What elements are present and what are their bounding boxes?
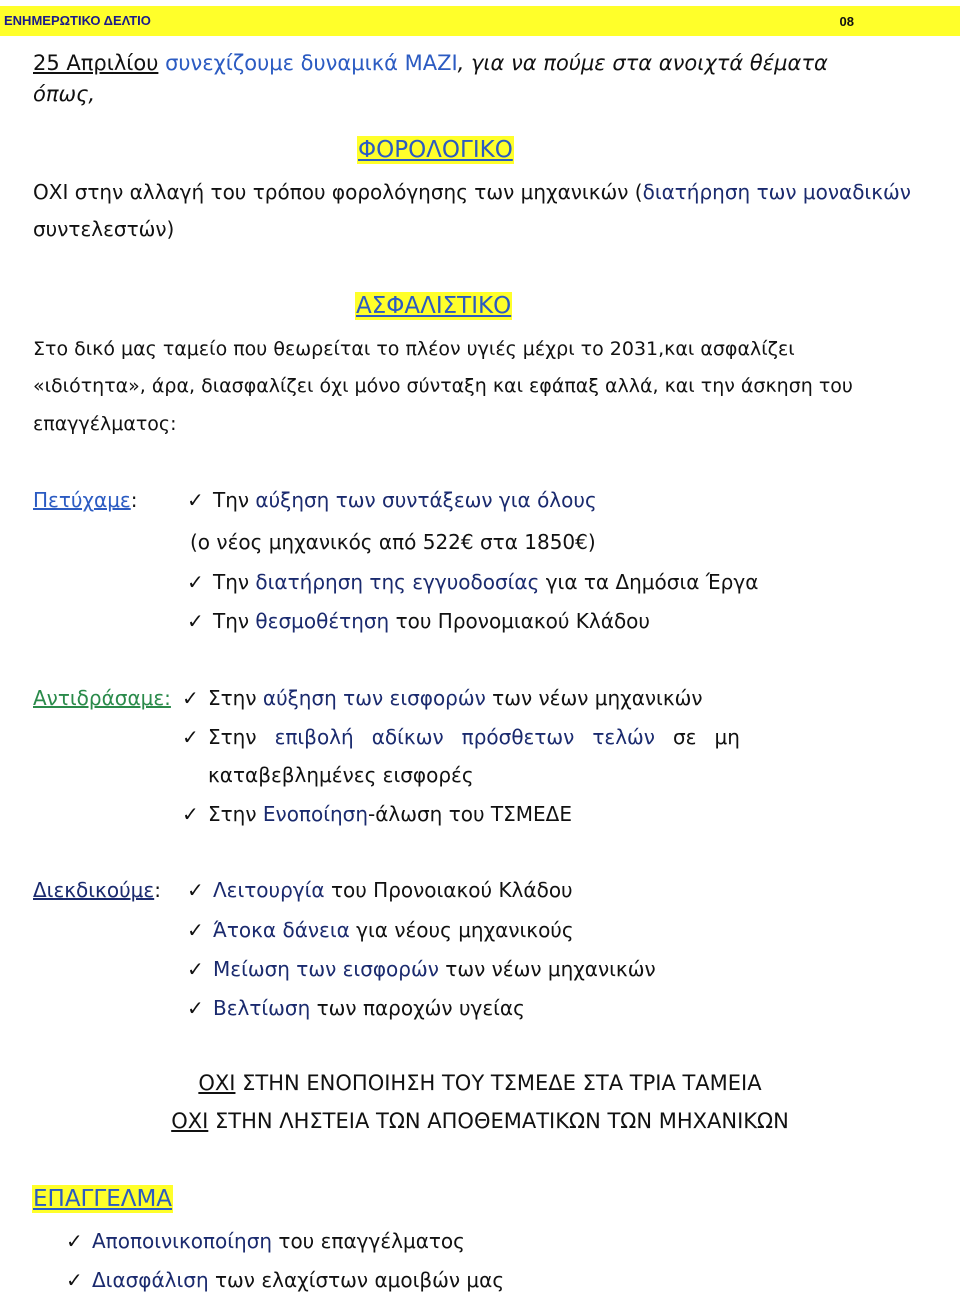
achieved-item-3 xyxy=(187,609,650,633)
insurance-section-title: ΑΣΦΑΛΙΣΤΙΚΟ xyxy=(356,293,512,319)
achieved-item-1-prefix: Την xyxy=(213,488,256,512)
claim-item-4-suffix: των παροχών υγείας xyxy=(310,996,525,1020)
achieved-item-2-emphasis: διατήρηση της εγγυοδοσίας xyxy=(255,570,540,594)
achieved-item-2 xyxy=(187,570,758,594)
achieved-item-3-suffix: του Προνομιακού Κλάδου xyxy=(389,609,650,633)
opposed-item-1-suffix: των νέων μηχανικών xyxy=(485,686,703,710)
opposed-item-3-emphasis: Ενοποίηση xyxy=(262,802,369,826)
profession-item-2-emphasis: Διασφάλιση xyxy=(92,1268,209,1292)
profession-item-2-suffix: των ελαχίστων αμοιβών μας xyxy=(208,1268,505,1292)
insurance-line-2: «ιδιότητα», άρα, διασφαλίζει όχι μόνο σύνταξη και εφάπαξ αλλά, και την άσκηση του xyxy=(33,375,853,397)
achieved-label-colon: : xyxy=(130,488,138,512)
tax-line-2: συντελεστών) xyxy=(33,217,175,241)
slogan-2 xyxy=(0,1108,960,1134)
slogan-1-text: ΣΤΗΝ ΕΝΟΠΟΙΗΣΗ ΤΟΥ ΤΣΜΕΔΕ ΣΤΑ ΤΡΙΑ ΤΑΜΕΙΑ xyxy=(235,1071,762,1095)
tax-line-1 xyxy=(33,180,911,204)
opposed-word-emphasis: τελών xyxy=(592,725,655,749)
insurance-line-3: επαγγέλματος: xyxy=(33,413,177,435)
achieved-item-2-prefix: Την xyxy=(213,570,256,594)
opposed-item-3-suffix: -άλωση του ΤΣΜΕΔΕ xyxy=(368,802,572,826)
opposed-word-emphasis: επιβολή xyxy=(274,725,354,749)
check-icon: ✓ xyxy=(187,996,204,1020)
claim-item-4 xyxy=(187,996,525,1020)
check-icon: ✓ xyxy=(187,878,204,902)
check-icon: ✓ xyxy=(66,1229,83,1253)
slogan-1 xyxy=(0,1070,960,1096)
profession-item-2 xyxy=(66,1268,504,1292)
page-number: 08 xyxy=(839,14,854,29)
slogan-2-no: ΟΧΙ xyxy=(171,1109,209,1133)
achieved-label-text: Πετύχαμε xyxy=(33,488,131,512)
claim-item-1-emphasis: Λειτουργία xyxy=(213,878,325,902)
insurance-line-1: Στο δικό μας ταμείο που θεωρείται το πλέον υγιές μέχρι το 2031,και ασφαλίζει xyxy=(33,338,795,360)
opposed-item-2-line-2: καταβεβλημένες εισφορές xyxy=(208,763,474,787)
check-icon: ✓ xyxy=(187,918,204,942)
intro-rest: , για να πούμε στα ανοιχτά θέματα xyxy=(457,51,828,75)
achieved-item-3-emphasis: θεσμοθέτηση xyxy=(255,609,390,633)
claim-item-3 xyxy=(187,957,656,981)
claim-item-3-suffix: των νέων μηχανικών xyxy=(438,957,656,981)
opposed-item-3 xyxy=(182,802,572,826)
opposed-label: Αντιδράσαμε: xyxy=(33,686,171,710)
check-icon: ✓ xyxy=(187,488,204,512)
opposed-item-1-prefix: Στην xyxy=(208,686,263,710)
opposed-word: μη xyxy=(714,725,740,749)
claim-label-text: Διεκδικούμε xyxy=(33,878,155,902)
profession-section-title: ΕΠΑΓΓΕΛΜΑ xyxy=(33,1186,173,1212)
achieved-label xyxy=(33,488,137,512)
check-icon: ✓ xyxy=(187,609,204,633)
claim-item-1 xyxy=(187,878,573,902)
check-icon: ✓ xyxy=(182,802,199,826)
intro-highlight: συνεχίζουμε δυναμικά ΜΑΖΙ xyxy=(165,51,458,75)
claim-item-2-suffix: για νέους μηχανικούς xyxy=(349,918,574,942)
opposed-item-2-line-1 xyxy=(182,725,740,749)
header-bar xyxy=(0,6,960,36)
check-icon: ✓ xyxy=(66,1268,83,1292)
intro-line-2: όπως, xyxy=(33,82,96,106)
slogan-2-text: ΣΤΗΝ ΛΗΣΤΕΙΑ ΤΩΝ ΑΠΟΘΕΜΑΤΙΚΩΝ ΤΩΝ ΜΗΧΑΝΙΚΩΝ xyxy=(208,1109,789,1133)
check-icon: ✓ xyxy=(187,570,204,594)
claim-label-colon: : xyxy=(154,878,161,902)
claim-label xyxy=(33,878,161,902)
achieved-item-2-suffix: για τα Δημόσια Έργα xyxy=(539,570,759,594)
opposed-item-3-prefix: Στην xyxy=(208,802,263,826)
newsletter-title: ΕΝΗΜΕΡΩΤΙΚΟ ΔΕΛΤΙΟ xyxy=(4,13,151,28)
claim-item-1-suffix: του Προνοιακού Κλάδου xyxy=(324,878,573,902)
achieved-item-1-emphasis: αύξηση των συντάξεων για όλους xyxy=(255,488,597,512)
check-icon: ✓ xyxy=(182,725,199,749)
opposed-word: σε xyxy=(673,725,697,749)
opposed-word-emphasis: αδίκων xyxy=(371,725,444,749)
achieved-item-3-prefix: Την xyxy=(213,609,256,633)
profession-item-1-emphasis: Αποποινικοποίηση xyxy=(92,1229,273,1253)
tax-text: ΟΧΙ στην αλλαγή του τρόπου φορολόγησης των μηχανικών ( xyxy=(33,180,643,204)
tax-text-emphasis: διατήρηση των μοναδικών xyxy=(642,180,911,204)
claim-item-4-emphasis: Βελτίωση xyxy=(213,996,311,1020)
profession-item-1 xyxy=(66,1229,465,1253)
opposed-item-1-emphasis: αύξηση των εισφορών xyxy=(262,686,486,710)
check-icon: ✓ xyxy=(182,686,199,710)
opposed-item-1 xyxy=(182,686,703,710)
intro-date: 25 Απριλίου xyxy=(33,51,159,75)
opposed-item-2-words xyxy=(208,725,740,749)
check-icon: ✓ xyxy=(187,957,204,981)
opposed-word: Στην xyxy=(208,725,257,749)
opposed-word-emphasis: πρόσθετων xyxy=(461,725,575,749)
claim-item-2-emphasis: Άτοκα δάνεια xyxy=(213,918,350,942)
slogan-1-no: ΟΧΙ xyxy=(198,1071,236,1095)
tax-section-title: ΦΟΡΟΛΟΓΙΚΟ xyxy=(358,137,513,163)
intro-line-1 xyxy=(33,51,828,75)
claim-item-2 xyxy=(187,918,574,942)
profession-item-1-suffix: του επαγγέλματος xyxy=(272,1229,465,1253)
claim-item-3-emphasis: Μείωση των εισφορών xyxy=(213,957,439,981)
achieved-item-1-note: (ο νέος μηχανικός από 522€ στα 1850€) xyxy=(190,530,596,554)
achieved-item-1 xyxy=(187,488,597,512)
